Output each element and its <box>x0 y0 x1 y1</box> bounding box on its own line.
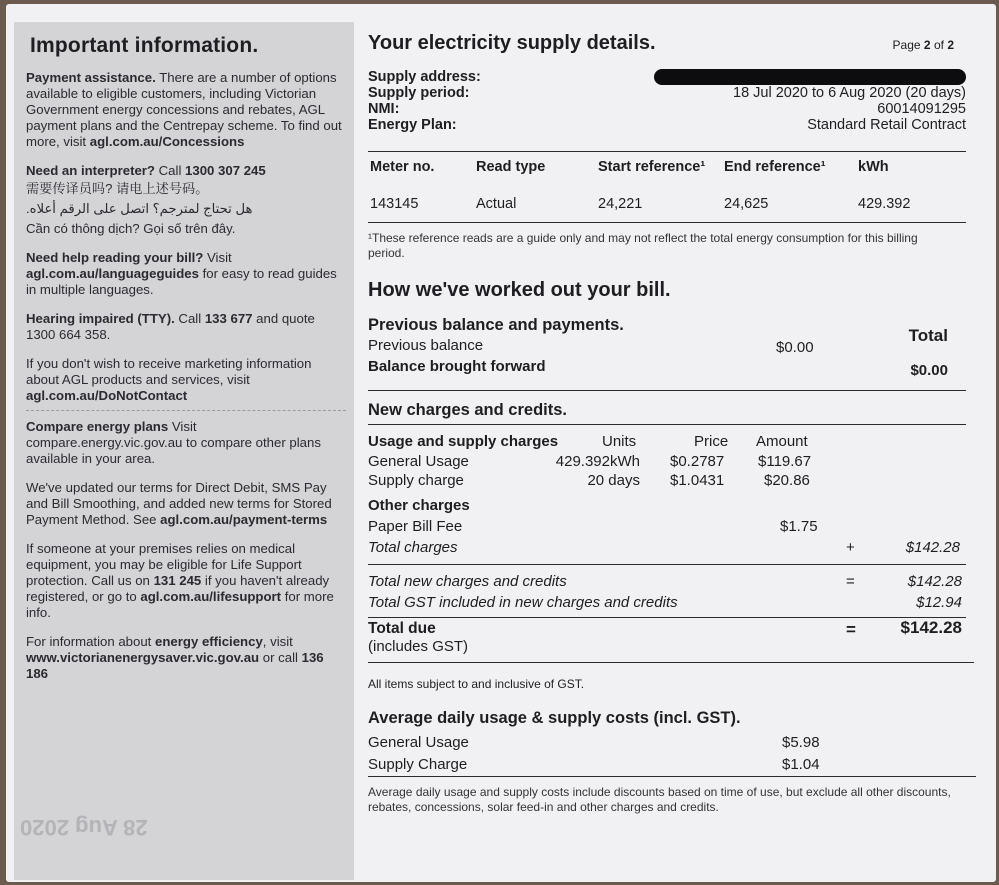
interpreter-chinese: 需要传译员吗? 请电上述号码。 <box>26 181 209 196</box>
kwh-header: kWh <box>858 159 889 175</box>
start-reference-header: Start reference¹ <box>598 159 706 175</box>
bleed-through-date: 28 Aug 2020 <box>20 815 148 840</box>
energy-plan-value: Standard Retail Contract <box>807 117 966 133</box>
do-not-contact-link[interactable]: agl.com.au/DoNotContact <box>26 388 188 403</box>
read-type-header: Read type <box>476 159 546 175</box>
end-reference-value: 24,625 <box>724 196 769 212</box>
payment-terms-link[interactable]: agl.com.au/payment-terms <box>160 512 328 527</box>
tty-phone: 133 677 <box>204 311 253 326</box>
divider <box>368 617 966 618</box>
supply-period-value: 18 Jul 2020 to 6 Aug 2020 (20 days) <box>733 85 966 101</box>
divider <box>368 424 966 425</box>
average-row: Supply Charge $1.04 <box>368 756 820 773</box>
divider <box>368 564 966 565</box>
total-due-label: Total due <box>368 620 436 637</box>
life-support-text: If someone at your premises relies on medical equipment, you may be eligible for Life Support protection. Call us on 131 245 if you haven't already registered, or go to agl.com.au/lifesupport for more info. <box>26 541 334 620</box>
marketing-text: If you don't wish to receive marketing information about AGL products and services, visit agl.com.au/DoNotContact <box>26 356 312 403</box>
other-charges-section: Other charges Paper Bill Fee $1.75 Total charges + $142.28 <box>368 495 980 558</box>
divider <box>368 390 966 391</box>
supply-details-title: Your electricity supply details. <box>368 32 656 54</box>
total-due-value: $142.28 <box>900 618 962 637</box>
total-charges-label: Total charges <box>368 539 458 556</box>
previous-balance-heading: Previous balance and payments. <box>368 316 624 334</box>
energy-efficiency-phone: 136 186 <box>26 650 324 681</box>
supply-details-panel <box>368 22 980 815</box>
nmi-label: NMI: <box>368 101 400 117</box>
average-daily-heading: Average daily usage & supply costs (incl. GST). <box>368 709 741 727</box>
total-due-note: (includes GST) <box>368 638 469 655</box>
total-header: Total <box>908 326 948 345</box>
important-info-title: Important information. <box>30 34 259 57</box>
tty-text: Hearing impaired (TTY). Call 133 677 and quote 1300 664 358. <box>26 311 315 342</box>
paper-bill-fee-value: $1.75 <box>780 518 818 535</box>
language-guides-link[interactable]: agl.com.au/languageguides <box>26 266 199 281</box>
life-support-link[interactable]: agl.com.au/lifesupport <box>140 589 282 604</box>
terms-text: We've updated our terms for Direct Debit, SMS Pay and Bill Smoothing, and added new terms for Stored Payment Method. See agl.com.au/payment-terms <box>26 480 332 527</box>
divider <box>368 222 966 223</box>
total-due-section: Total due (includes GST) = $142.28 <box>368 620 980 662</box>
supply-info <box>368 69 980 151</box>
charge-row: General Usage 429.392kWh $0.2787 $119.67 <box>368 453 812 470</box>
divider <box>368 151 966 152</box>
other-charges-heading: Other charges <box>368 497 470 514</box>
life-support-phone: 131 245 <box>153 573 202 588</box>
average-daily-note: Average daily usage and supply costs include discounts based on time of use, but exclude all other discounts, rebates, concessions, solar feed-in and other charges and credits. <box>368 785 951 814</box>
total-new-charges-value: $142.28 <box>907 573 962 590</box>
meter-no-header: Meter no. <box>370 159 435 175</box>
previous-balance-label: Previous balance <box>368 337 484 354</box>
divider <box>368 662 974 663</box>
usage-charges-table <box>368 431 980 489</box>
average-row: General Usage $5.98 <box>368 734 820 751</box>
energy-efficiency-text: For information about energy efficiency, visit www.victorianenergysaver.vic.gov.au or call 136 186 <box>26 634 324 681</box>
average-daily-table <box>368 732 980 776</box>
previous-balance-value: $0.00 <box>776 339 814 356</box>
energy-saver-link[interactable]: www.victorianenergysaver.vic.gov.au <box>26 650 260 665</box>
payment-assistance-text: Payment assistance. There are a number of options available to eligible customers, including Victorian Government energy concessions and rebates, AGL payment plans and the Centrepay scheme. To find out more, visit agl.com.au/Concessions <box>26 70 342 149</box>
energy-plan-label: Energy Plan: <box>368 117 457 133</box>
meter-table <box>368 156 980 222</box>
interpreter-text: Need an interpreter? Call 1300 307 245 <box>26 163 266 178</box>
left-divider <box>26 410 346 411</box>
totals-section: Total new charges and credits = $142.28 Total GST included in new charges and credits $12.94 <box>368 573 962 611</box>
units-header: Units <box>602 433 637 450</box>
gst-note: All items subject to and inclusive of GST. <box>368 677 585 691</box>
page-number: Page 2 of 2 <box>892 38 954 52</box>
supply-period-label: Supply period: <box>368 85 470 101</box>
interpreter-phone: 1300 307 245 <box>185 163 266 178</box>
paper-bill-fee-label: Paper Bill Fee <box>368 518 463 535</box>
total-gst-label: Total GST included in new charges and credits <box>368 594 678 611</box>
bill-breakdown-heading: How we've worked out your bill. <box>368 279 671 301</box>
balance-brought-forward-value: $0.00 <box>910 362 948 379</box>
supply-address-label: Supply address: <box>368 69 481 85</box>
divider <box>368 776 976 777</box>
price-header: Price <box>694 433 729 450</box>
usage-supply-heading: Usage and supply charges <box>368 433 559 450</box>
interpreter-vietnamese: Cần có thông dịch? Gọi số trên đây. <box>26 221 236 236</box>
amount-header: Amount <box>756 433 808 450</box>
important-info-panel <box>14 22 354 880</box>
total-charges-value: $142.28 <box>905 539 960 556</box>
interpreter-arabic: هل تحتاج لمترجم؟ اتصل على الرقم أعلاه. <box>26 201 253 216</box>
previous-balance-section <box>368 316 980 384</box>
balance-brought-forward-label: Balance brought forward <box>368 358 546 375</box>
nmi-value: 60014091295 <box>877 101 966 117</box>
redacted-address <box>654 69 966 85</box>
start-reference-value: 24,221 <box>598 196 643 212</box>
kwh-value: 429.392 <box>858 196 911 212</box>
compare-plans-text: Compare energy plans Visit compare.energy.vic.gov.au to compare other plans available in your area. <box>26 419 321 466</box>
meter-no-value: 143145 <box>370 196 419 212</box>
new-charges-heading: New charges and credits. <box>368 401 567 419</box>
charge-row: Supply charge 20 days $1.0431 $20.86 <box>368 472 810 489</box>
end-reference-header: End reference¹ <box>724 159 826 175</box>
read-type-value: Actual <box>476 196 517 212</box>
concessions-link[interactable]: agl.com.au/Concessions <box>89 134 245 149</box>
total-gst-value: $12.94 <box>916 594 962 611</box>
reading-help-text: Need help reading your bill? Visit agl.com.au/languageguides for easy to read guides in multiple languages. <box>26 250 337 297</box>
meter-footnote: ¹These reference reads are a guide only and may not reflect the total energy consumption for this billing period. <box>368 231 918 260</box>
total-new-charges-label: Total new charges and credits <box>368 573 567 590</box>
